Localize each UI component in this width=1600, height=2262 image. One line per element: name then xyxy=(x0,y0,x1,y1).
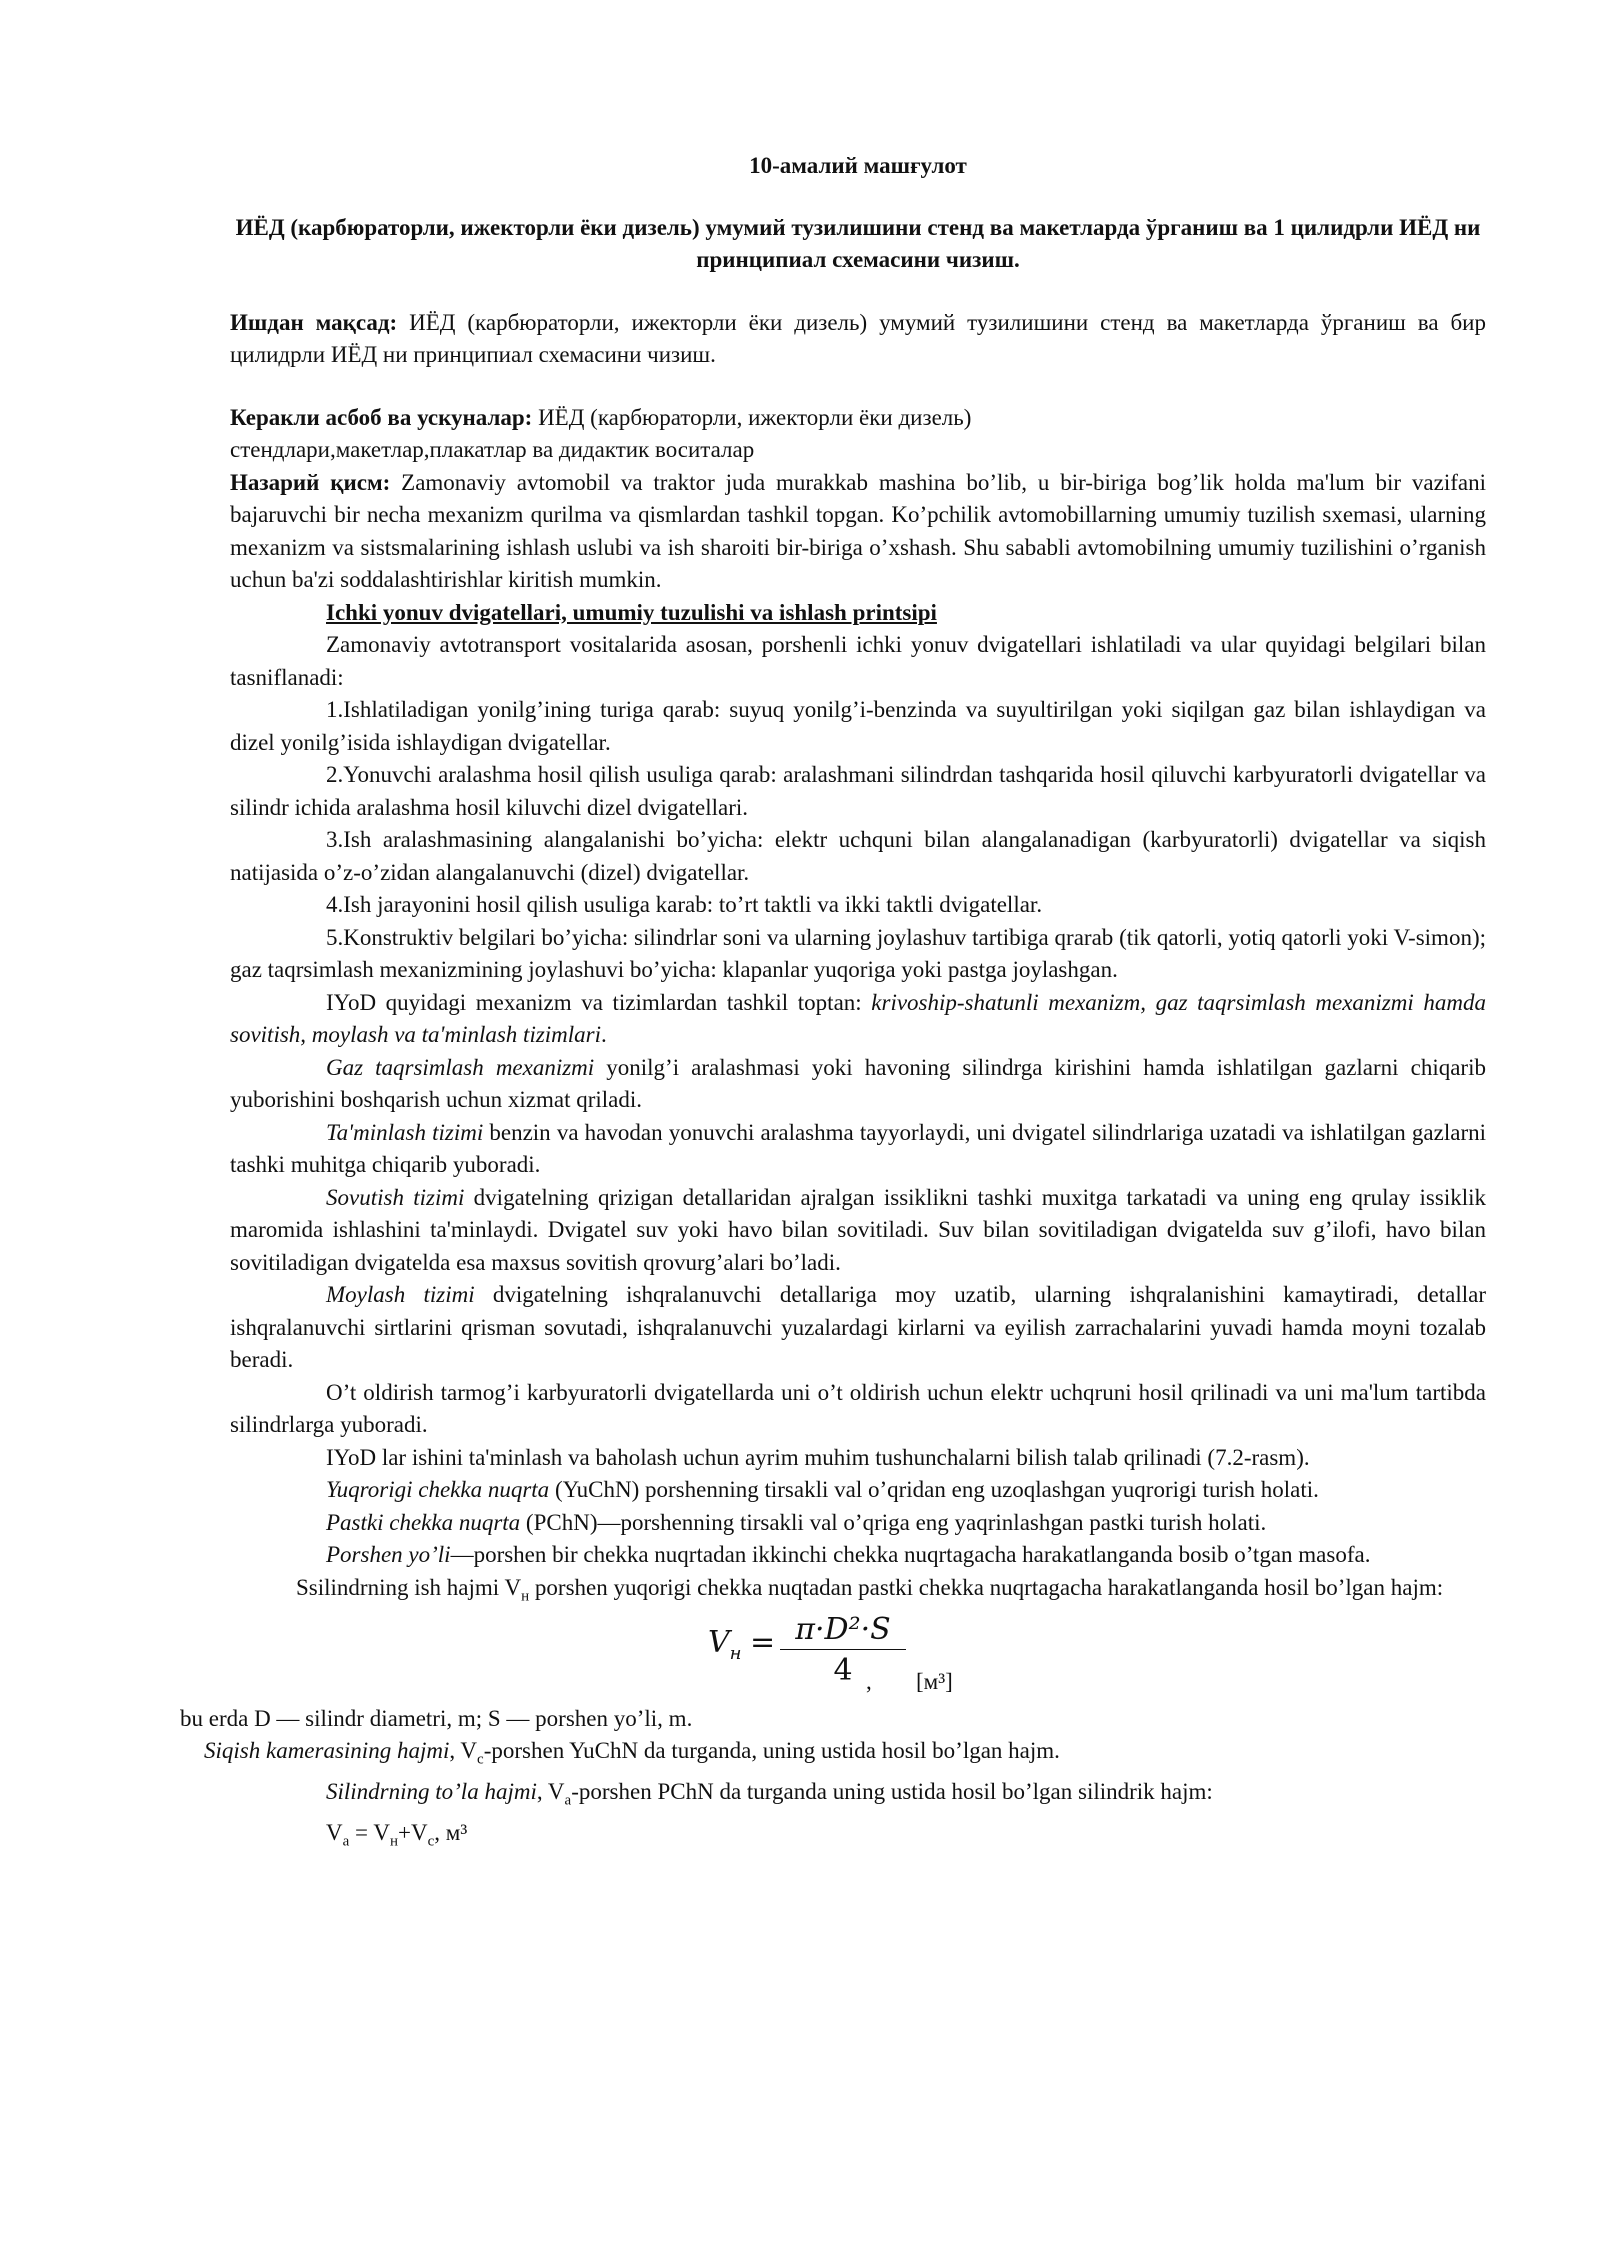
sovutish-text: dvigatelning qrizigan detallaridan ajralgan issiklikni tashki muxitga tarkatadi va uning eng qrulay issiklik maromida ishlashini ta'minlaydi. Dvigatel suv yoki havo bilan sovitiladi. Suv bilan sovitiladigan dvigatelda suv g’ilofi, havo bilan sovitiladigan dvigatelda esa maxsus sovitish qrovurg’alari bo’ladi. xyxy=(230,1184,1486,1275)
pastki-paragraph xyxy=(230,1507,1486,1540)
yuqori-text: (YuChN) porshenning tirsakli val o’qridan eng uzoqlashgan yuqrorigi turish holati. xyxy=(549,1477,1319,1502)
siqish-paragraph xyxy=(204,1735,1486,1776)
list-item: 3.Ish aralashmasining alangalanishi bo’yicha: elektr uchquni bilan alangalanadigan (karbyuratorli) dvigatellar va siqish natijasida o’z-o’zidan alangalanuvchi (dizel) dvigatellar. xyxy=(230,827,1486,885)
gaz-term: Gaz taqrsimlash mexanizmi xyxy=(326,1054,595,1080)
iyod-paragraph xyxy=(230,987,1486,1052)
tola-paragraph xyxy=(230,1776,1486,1817)
porshen-text: —porshen bir chekka nuqrtadan ikkinchi chekka nuqrtagacha harakatlanganda bosib o’tgan masofa. xyxy=(450,1542,1371,1567)
document-page xyxy=(180,150,1486,1858)
spacer xyxy=(230,372,1486,402)
sovutish-term: Sovutish tizimi xyxy=(326,1184,465,1210)
formula-equals: = xyxy=(750,1624,776,1660)
formula-numerator: π·D²·S xyxy=(780,1611,906,1650)
theory-label: Назарий қисм: xyxy=(230,469,391,495)
list-item: 4.Ish jarayonini hosil qilish usuliga karab: to’rt taktli va ikki taktli dvigatellar. xyxy=(326,892,1043,917)
yuqori-term: Yuqrorigi chekka nuqrta xyxy=(326,1477,550,1502)
hajm-text-1: Ssilindrning ish hajmi V xyxy=(296,1574,522,1600)
moylash-paragraph xyxy=(230,1279,1486,1377)
pastki-term: Pastki chekka nuqrta xyxy=(326,1509,521,1535)
hajm-sub: н xyxy=(521,1588,530,1605)
theory-paragraph xyxy=(230,467,1486,597)
document-subtitle: ИЁД (карбюраторли, ижекторли ёки дизель) умумий тузилишини стенд ва макетларда ўрганиш ва 1 цилидрли ИЁД ни принципиал схемасини чизиш. xyxy=(235,214,1481,272)
porshen-paragraph xyxy=(230,1539,1486,1572)
hajm-paragraph xyxy=(230,1572,1486,1613)
siqish-term: Siqish kamerasining hajmi xyxy=(204,1738,450,1764)
goal-label: Ишдан мақсад: xyxy=(230,309,398,335)
section-title-text: Ichki yonuv dvigatellari, umumiy tuzulishi va ishlash printsipi xyxy=(326,599,937,625)
formula-comma: , xyxy=(866,1668,872,1694)
siqish-sub: c xyxy=(477,1751,484,1768)
iyod-text: IYoD quyidagi mexanizm va tizimlardan tashkil toptan: xyxy=(326,989,872,1015)
iyod-italic: krivoship-shatunli mexanizm, gaz taqrsimlash mexanizmi hamda sovitish, moylash va ta'minlash tizimlari xyxy=(230,989,1486,1047)
tola-term: Silindrning to’la hajmi xyxy=(326,1779,537,1805)
theory-text: Zamonaviy avtomobil va traktor juda murakkab mashina bo’lib, u bir-biriga bog’lik holda ma'lum bir vazifani bajaruvchi bir necha mexanizm qurilma va qismlardan tashkil topgan. Ko’pchilik avtomobillarning umumiy tuzilish sxemasi, ularning mexanizm va sistsmalarining ishlash uslubi va ish sharoiti bir-biriga o’xshash. Shu sababli avtomobilning umumiy tuzilishini o’rganish uchun ba'zi soddalashtirishlar kiritish mumkin. xyxy=(230,469,1486,592)
goal-paragraph xyxy=(230,307,1486,372)
va-t2: = V xyxy=(349,1820,390,1846)
pastki-text: (PChN)—porshenning tirsakli val o’qriga eng yaqrinlashgan pastki turish holati. xyxy=(520,1509,1267,1535)
va-t1: V xyxy=(326,1820,343,1846)
formula-block xyxy=(230,1613,1486,1703)
formula-lhs-sub: н xyxy=(729,1642,742,1664)
taminlash-paragraph xyxy=(230,1117,1486,1182)
iyod-end: . xyxy=(601,1022,607,1047)
tola-text-2: -porshen PChN da turganda uning ustida hosil bo’lgan silindrik hajm: xyxy=(571,1779,1213,1805)
va-s2: н xyxy=(389,1833,398,1850)
porshen-term: Porshen yo’li xyxy=(326,1542,451,1567)
gaz-paragraph xyxy=(230,1052,1486,1117)
formula-lhs xyxy=(708,1624,742,1671)
sovutish-paragraph xyxy=(230,1182,1486,1280)
iyod2-paragraph: IYoD lar ishini ta'minlash va baholash uchun ayrim muhim tushunchalarni bilish talab qrilinadi (7.2-rasm). xyxy=(326,1444,1310,1470)
tola-sub: a xyxy=(564,1792,572,1809)
otoldirish-paragraph: O’t oldirish tarmog’i karbyuratorli dvigatellarda uni o’t oldirish uchun elektr uchqruni hosil qrilinadi va uni ma'lum tartibda silindrlarga yuboradi. xyxy=(230,1379,1486,1437)
taminlash-term: Ta'minlash tizimi xyxy=(326,1119,484,1145)
va-s1: a xyxy=(342,1833,350,1850)
formula-denominator: 4 xyxy=(833,1652,853,1688)
va-t4: , м³ xyxy=(434,1820,468,1846)
yuqori-paragraph xyxy=(230,1474,1486,1507)
taminlash-text: benzin va havodan yonuvchi aralashma tayyorlaydi, uni dvigatel silindrlariga uzatadi va ishlatilgan gazlarni tashki muhitga chiqarib yuboradi. xyxy=(230,1119,1486,1177)
hajm-text-2: porshen yuqorigi chekka nuqtadan pastki chekka nuqrtagacha harakatlanganda hosil bo’lgan hajm: xyxy=(529,1574,1444,1600)
va-formula-line xyxy=(230,1817,1486,1858)
section-title xyxy=(230,597,1486,630)
siqish-text-2: -porshen YuChN da turganda, uning ustida hosil bo’lgan hajm. xyxy=(483,1738,1060,1764)
intro-paragraph: Zamonaviy avtotransport vositalarida asosan, porshenli ichki yonuv dvigatellari ishlatiladi va ular quyidagi belgilari bilan tasniflanadi: xyxy=(230,632,1486,690)
siqish-text-1: , V xyxy=(449,1738,478,1764)
moylash-text: dvigatelning ishqralanuvchi detallariga moy uzatib, ularning ishqralanishini kamaytiradi, detallar ishqralanuvchi sirtlarini qrisman sovutadi, ishqralanuvchi yuzalardagi kirlarni va eyilish zarrachalarini yuvadi hamda moyni tozalab beradi. xyxy=(230,1282,1486,1372)
goal-text: ИЁД (карбюраторли, ижекторли ёки дизель) умумий тузилишини стенд ва макетларда ўрганиш ва бир цилидрли ИЁД ни принципиал схемасини чизиш. xyxy=(230,309,1486,367)
tools-label: Керакли асбоб ва ускуналар: xyxy=(230,404,533,430)
formula-unit: [м³] xyxy=(916,1668,953,1694)
page-title: 10-амалий машғулот xyxy=(749,153,967,178)
va-t3: +V xyxy=(398,1820,428,1846)
buerda-paragraph: bu erda D — silindr diametri, m; S — porshen yo’li, m. xyxy=(180,1705,693,1731)
list-item: 2.Yonuvchi aralashma hosil qilish usuliga qarab: aralashmani silindrdan tashqarida hosil qiluvchi karbyuratorli dvigatellar va silindr ichida aralashma hosil kiluvchi dizel dvigatellari. xyxy=(230,762,1486,820)
formula-fraction xyxy=(780,1611,906,1692)
tools-text-2: стендлари,макетлар,плакатлар ва дидактик воситалар xyxy=(230,437,755,462)
tola-text-1: , V xyxy=(536,1779,565,1805)
list-item: 1.Ishlatiladigan yonilg’ining turiga qarab: suyuq yonilg’i-benzinda va suyultirilgan yoki siqilgan gaz bilan ishlaydigan va dizel yonilg’isida ishlaydigan dvigatellar. xyxy=(230,697,1486,755)
list-item: 5.Konstruktiv belgilari bo’yicha: silindrlar soni va ularning joylashuv tartibiga qrarab (tik qatorli, yotiq qatorli yoki V-simon); gaz taqrsimlash mexanizmining joylashuvi bo’yicha: klapanlar yuqoriga yoki pastga joylashgan. xyxy=(230,924,1486,982)
formula-lhs-v: V xyxy=(708,1624,730,1660)
tools-text-1: ИЁД (карбюраторли, ижекторли ёки дизель) xyxy=(532,404,972,430)
va-s3: c xyxy=(427,1833,435,1850)
gaz-text: yonilg’i aralashmasi yoki havoning silindrga kirishini hamda ishlatilgan gazlarni chiqarib yuborishini boshqarish uchun xizmat qriladi. xyxy=(230,1054,1486,1112)
tools-paragraph xyxy=(230,402,1486,467)
moylash-term: Moylash tizimi xyxy=(326,1282,475,1307)
